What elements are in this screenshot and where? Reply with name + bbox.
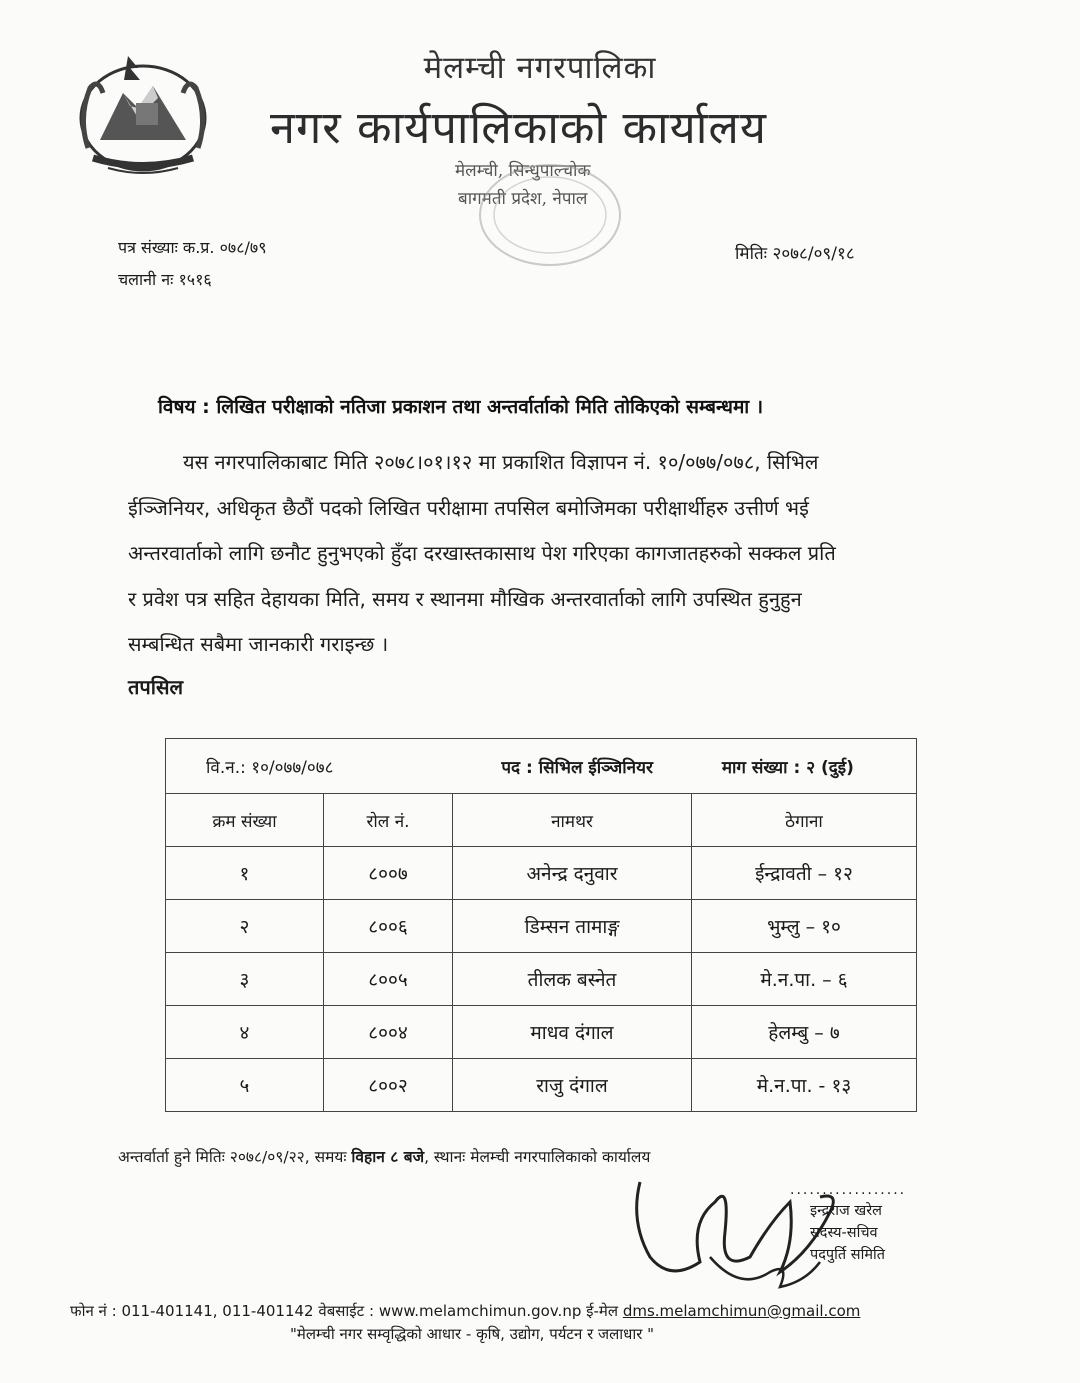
tapasil-heading: तपसिल: [128, 675, 184, 699]
table-row: [166, 847, 917, 900]
body-line: ईञ्जिनियर, अधिकृत छैठौं पदको लिखित परीक्षामा तपसिल बमोजिमका परीक्षार्थीहरु उत्तीर्ण भई: [128, 495, 809, 520]
footer-contact: [70, 1301, 860, 1321]
table-cell: ८००५: [324, 953, 453, 1006]
column-header: रोल नं.: [324, 794, 453, 847]
table-column-row: [166, 794, 917, 847]
interview-time: विहान ८ बजे: [351, 1148, 425, 1166]
letter-date: मितिः २०७८/०९/१८: [735, 244, 855, 264]
table-cell: मे.न.पा. - १३: [692, 1059, 917, 1112]
interview-details: [118, 1145, 650, 1167]
demand-count: माग संख्या : २ (दुई): [721, 757, 854, 778]
table-cell: भुम्लु – १०: [692, 900, 917, 953]
table-cell: अनेन्द्र दनुवार: [453, 847, 692, 900]
table-cell: १: [166, 847, 324, 900]
body-paragraph: [128, 440, 968, 668]
interview-venue: , स्थानः मेलम्ची नगरपालिकाको कार्यालय: [424, 1148, 651, 1166]
table-cell: ८००२: [324, 1059, 453, 1112]
table-cell: २: [166, 900, 324, 953]
address-line-2: बागमती प्रदेश, नेपाल: [458, 189, 588, 209]
vacancy-number: वि.न.: १०/०७७/०७८: [206, 757, 334, 778]
table-title-cell: [166, 739, 917, 794]
address-line-1: मेलम्ची, सिन्धुपाल्चोक: [455, 161, 591, 181]
table-header-row: [166, 739, 917, 794]
body-line: यस नगरपालिकाबाट मिति २०७८।०१।१२ मा प्रकाशित विज्ञापन नं. १०/०७७/०७८, सिभिल: [183, 450, 819, 474]
table-cell: ५: [166, 1059, 324, 1112]
signature-line: ..................: [790, 1182, 907, 1198]
table-cell: ८००४: [324, 1006, 453, 1059]
body-line: र प्रवेश पत्र सहित देहायका मिति, समय र स्थानमा मौखिक अन्तरवार्ताको लागि उपस्थित हुनुहुन: [128, 586, 802, 611]
post-name: पद : सिभिल ईञ्जिनियर: [501, 757, 653, 778]
table-cell: ८००७: [324, 847, 453, 900]
letter-number: पत्र संख्याः क.प्र. ०७८/७९: [118, 238, 267, 257]
candidates-table: [165, 738, 917, 1112]
signatory-post: सदस्य-सचिव: [810, 1225, 878, 1241]
email-link[interactable]: dms.melamchimun@gmail.com: [622, 1302, 861, 1320]
table-cell: ईन्द्रावती – १२: [692, 847, 917, 900]
interview-date: अन्तर्वार्ता हुने मितिः २०७८/०९/२२, समयः: [118, 1148, 352, 1166]
table-cell: माधव दंगाल: [453, 1006, 692, 1059]
table-row: [166, 900, 917, 953]
office-name: नगर कार्यपालिकाको कार्यालय: [270, 101, 768, 154]
body-line: अन्तरवार्ताको लागि छनौट हुनुभएको हुँदा दरखास्तकासाथ पेश गरिएका कागजातहरुको सक्कल प्रति: [128, 541, 836, 565]
contact-info: फोन नं : 011-401141, 011-401142 वेबसाईट : www.melamchimun.gov.np ई-मेल: [70, 1302, 623, 1320]
table-cell: मे.न.पा. – ६: [692, 953, 917, 1006]
subject-line: विषय : लिखित परीक्षाको नतिजा प्रकाशन तथा अन्तर्वार्ताको मिति तोकिएको सम्बन्धमा ।: [158, 396, 764, 418]
table-cell: हेलम्बु – ७: [692, 1006, 917, 1059]
dispatch-number: चलानी नः १५१६: [118, 270, 212, 289]
table-cell: डिम्सन तामाङ्ग: [453, 900, 692, 953]
table-cell: ४: [166, 1006, 324, 1059]
municipality-name: मेलम्ची नगरपालिका: [423, 50, 657, 86]
signatory-block: [810, 1200, 885, 1266]
table-cell: ३: [166, 953, 324, 1006]
office-stamp: [470, 155, 630, 275]
table-cell: राजु दंगाल: [453, 1059, 692, 1112]
column-header: ठेगाना: [692, 794, 917, 847]
signatory-committee: पदपुर्ति समिति: [810, 1247, 886, 1263]
table-cell: ८००६: [324, 900, 453, 953]
table-row: [166, 1006, 917, 1059]
column-header: नामथर: [453, 794, 692, 847]
body-line: सम्बन्धित सबैमा जानकारी गराइन्छ ।: [128, 632, 389, 656]
footer-motto: "मेलम्ची नगर सम्वृद्धिको आधार - कृषि, उद्योग, पर्यटन र जलाधार ": [290, 1325, 655, 1343]
table-cell: तीलक बस्नेत: [453, 953, 692, 1006]
table-row: [166, 953, 917, 1006]
signatory-name: इन्द्रराज खरेल: [810, 1203, 882, 1219]
column-header: क्रम संख्या: [166, 794, 324, 847]
table-row: [166, 1059, 917, 1112]
